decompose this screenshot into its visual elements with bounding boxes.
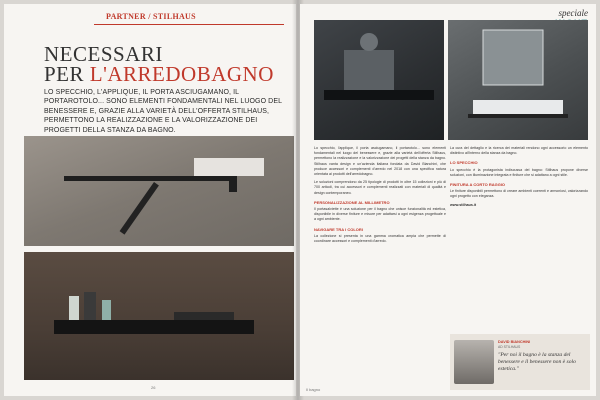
washbasin-illustration [314, 20, 444, 140]
washbasin [473, 100, 563, 114]
quote-text: "Per noi il bagno è la stanza del benessere e il benessere non è solo estetica." [498, 352, 576, 372]
col1-subhead-2: NAVIGARE TRA I COLORI [314, 226, 363, 232]
counter [324, 90, 434, 100]
page-footer: Il bagno [306, 387, 321, 392]
mirror-illustration [448, 20, 588, 140]
towel-rack-illustration [24, 136, 294, 246]
quote-role: AD STILHAUS [498, 345, 521, 349]
intro-paragraph: LO SPECCHIO, L'APPLIQUE, IL PORTA ASCIUGAMANO, IL PORTAROTOLO... SONO ELEMENTI FONDAMENTALI NEL LUOGO DEL BENESSERE E, GRAZIE ALLA VARIETÀ DELL'OFFERTA STILHAUS, PERMETTONO LA REALIZZAZIONE E LA VALORIZZAZIONE DEI PROGETTI DELLA STANZA DA BAGNO. [44, 89, 282, 134]
figure-head [360, 33, 378, 51]
vanity-base [468, 114, 568, 118]
headline-line2 [44, 64, 274, 84]
quote-name: DAVID BIANCHINI [498, 340, 531, 344]
bottle-1 [69, 296, 79, 320]
wall-bracket [229, 176, 237, 192]
shelf-illustration [24, 252, 294, 380]
figure [344, 50, 394, 90]
left-page [4, 4, 296, 396]
quote-box [450, 334, 590, 390]
col1-paragraph-2: Le soluzioni comprendono da 25 tipologie di prodotti in oltre 15 collezioni e più di 700 articoli, tra cui accessori e complementi realizzati con materiali di qualità e design contemporaneo. [314, 180, 446, 195]
text-column-1 [314, 146, 446, 247]
bottle-2 [84, 292, 96, 320]
wall-shelf [54, 320, 254, 334]
headline-line2-prefix: PER [44, 62, 90, 86]
right-page [300, 4, 596, 396]
col1-paragraph-1: Lo specchio, l'applique, il porta asciugamano, il portarotolo... sono elementi fondamentali nel luogo del benessere e, grazie alla varietà dell'offerta Stilhaus, permettono la realizzazione e la valorizzazione dei progetti della stanza da bagno. Stilhaus vanta design e un'azienda italiana fondata da David Bianchini, che produce accessori e complementi d'arredo nel 2018 con una specifica natura orientata ai prodotti dell'arredobagno. [314, 146, 446, 177]
col2-paragraph-3: Le finiture disponibili permettono di creare ambienti coerenti e armoniosi, valorizzando ogni progetto con eleganza. [450, 189, 588, 199]
col2-paragraph-2: Lo specchio è la protagonista indiscussa del bagno: Stilhaus propone diverse soluzioni, con illuminazione integrata e finiture che si adattano a ogni stile. [450, 167, 588, 177]
page-number: 26 [151, 385, 156, 390]
col2-paragraph-1: La cura del dettaglio e la ricerca dei materiali rendono ogni accessorio un elemento distintivo all'interno della stanza da bagno. [450, 146, 588, 156]
shelf-photo [24, 252, 294, 380]
bottle-3 [102, 300, 111, 320]
washbasin-photo [314, 20, 444, 140]
col1-subhead-1: PERSONALIZZAZIONE AL MILLIMETRO [314, 199, 390, 205]
col2-subhead-2: FINITURA A CORTO RAGGIO [450, 182, 506, 188]
section-divider [94, 24, 284, 25]
text-column-2 [450, 146, 588, 208]
rack-arm [120, 182, 159, 235]
col1-paragraph-3: Il portasalviette è una soluzione per il bagno che unisce funzionalità ed estetica, disponibile in diverse finiture e misure per adattarsi a ogni esigenza progettuale e a ogni ambiente. [314, 207, 446, 222]
section-tag: PARTNER / STILHAUS [106, 12, 196, 21]
col1-paragraph-4: La collezione si presenta in una gamma cromatica ampia che permette di coordinare accessori e complementi d'arredo. [314, 233, 446, 244]
towel-rack-photo [24, 136, 294, 246]
towel-bar [64, 176, 234, 181]
website-link[interactable]: www.stilhaus.it [450, 202, 477, 207]
headline-accent: L'ARREDOBAGNO [89, 62, 274, 86]
col2-subhead-1: LO SPECCHIO [450, 160, 478, 166]
mirror-photo [448, 20, 588, 140]
mirror [483, 30, 543, 85]
headline-line1: NECESSARI [44, 42, 163, 66]
headline [44, 44, 274, 84]
ceramic-tray [194, 158, 264, 176]
speciale-label: speciale [558, 8, 588, 18]
shelf-grid [174, 312, 234, 320]
portrait-photo [454, 340, 494, 384]
